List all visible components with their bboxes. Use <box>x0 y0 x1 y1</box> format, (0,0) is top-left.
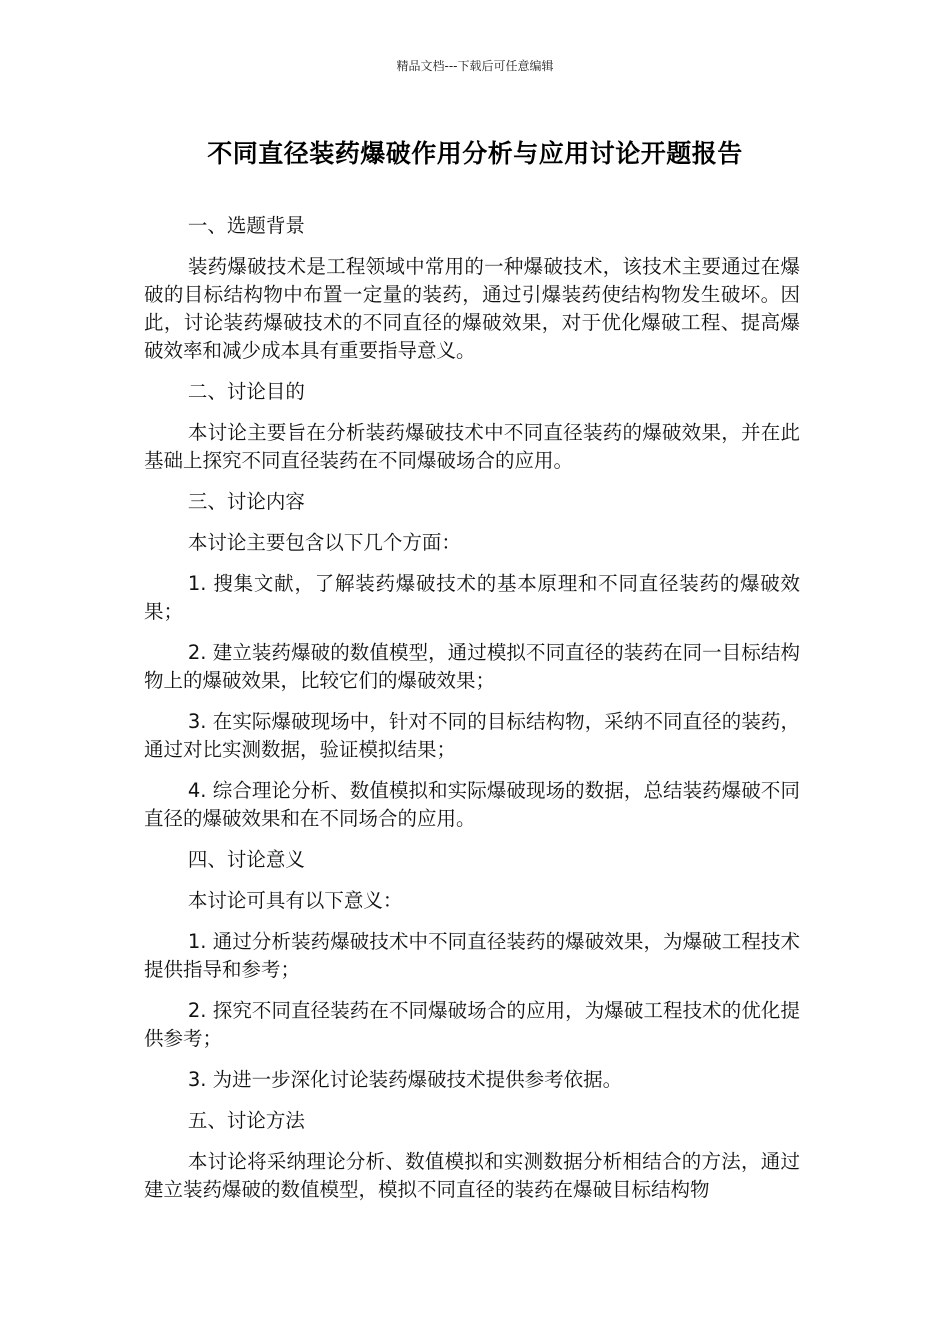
paragraph-significance-intro: 本讨论可具有以下意义： <box>187 889 403 912</box>
list-item: 3. 为进一步深化讨论装药爆破技术提供参考依据。 <box>187 1068 623 1091</box>
paragraph-method: 本讨论将采纳理论分析、数值模拟和实测数据分析相结合的方法，通过建立装药爆破的数值模型，模拟不同直径的装药在爆破目标结构物 <box>144 1150 800 1201</box>
list-item: 2. 建立装药爆破的数值模型，通过模拟不同直径的装药在同一目标结构物上的爆破效果，比较它们的爆破效果； <box>144 641 800 692</box>
list-item: 2. 探究不同直径装药在不同爆破场合的应用，为爆破工程技术的优化提供参考； <box>144 999 800 1050</box>
list-item: 3. 在实际爆破现场中，针对不同的目标结构物，采纳不同直径的装药，通过对比实测数据，验证模拟结果； <box>144 710 800 761</box>
paragraph-background: 装药爆破技术是工程领域中常用的一种爆破技术，该技术主要通过在爆破的目标结构物中布置一定量的装药，通过引爆装药使结构物发生破坏。因此，讨论装药爆破技术的不同直径的爆破效果，对于优化爆破工程、提高爆破效率和减少成本具有重要指导意义。 <box>144 255 800 362</box>
list-item: 1. 通过分析装药爆破技术中不同直径装药的爆破效果，为爆破工程技术提供指导和参考； <box>144 930 800 981</box>
section-heading-background: 一、选题背景 <box>187 214 305 237</box>
list-item: 4. 综合理论分析、数值模拟和实际爆破现场的数据，总结装药爆破不同直径的爆破效果和在不同场合的应用。 <box>144 779 800 830</box>
section-heading-method: 五、讨论方法 <box>187 1109 305 1132</box>
document-title: 不同直径装药爆破作用分析与应用讨论开题报告 <box>207 139 743 168</box>
list-item: 1. 搜集文献，了解装药爆破技术的基本原理和不同直径装药的爆破效果； <box>144 572 800 623</box>
page-header: 精品文档---下载后可任意编辑 <box>396 59 554 73</box>
paragraph-purpose: 本讨论主要旨在分析装药爆破技术中不同直径装药的爆破效果，并在此基础上探究不同直径装药在不同爆破场合的应用。 <box>144 421 800 472</box>
section-heading-significance: 四、讨论意义 <box>187 848 305 871</box>
section-heading-content: 三、讨论内容 <box>187 490 305 513</box>
section-heading-purpose: 二、讨论目的 <box>187 380 305 403</box>
paragraph-content-intro: 本讨论主要包含以下几个方面： <box>187 531 461 554</box>
document-body <box>144 212 800 1217</box>
